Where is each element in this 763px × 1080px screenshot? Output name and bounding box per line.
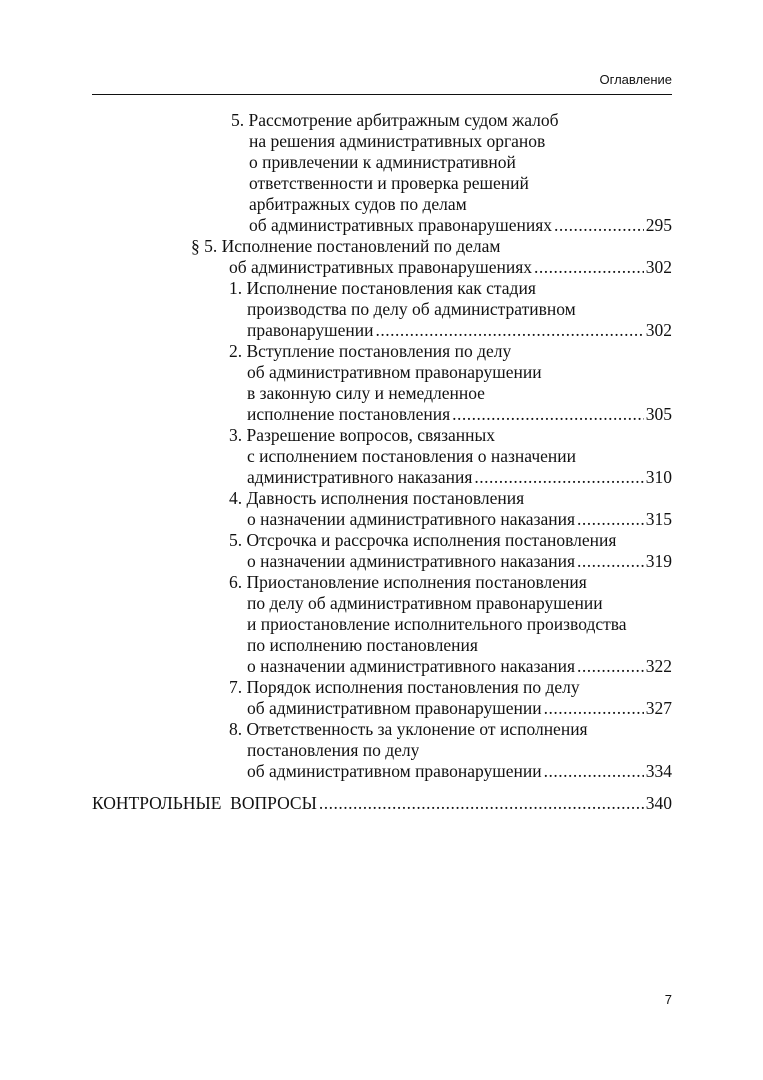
toc-entry-line: об административных правонарушениях	[249, 215, 553, 235]
toc-entry-line: исполнение постановления	[247, 404, 451, 424]
toc-page-number: 310	[645, 467, 672, 487]
toc-entry-line: о привлечении к административной	[249, 152, 516, 172]
dot-leader	[544, 760, 644, 782]
toc-entry-last-line	[92, 792, 672, 814]
toc-page-number: 322	[645, 656, 672, 676]
toc-entry-line: ответственности и проверка решений	[249, 173, 529, 193]
toc-page-number: 315	[645, 509, 672, 529]
toc-entry-line: с исполнением постановления о назначении	[247, 446, 576, 466]
toc-page-number: 327	[645, 698, 672, 718]
toc-entry-line: правонарушении	[247, 320, 374, 340]
running-header: Оглавление	[599, 72, 672, 87]
toc-entry-last-line	[247, 550, 672, 572]
toc-entry-line: 3. Разрешение вопросов, связанных	[229, 425, 496, 445]
toc-entry-line: 2. Вступление постановления по делу	[229, 341, 512, 361]
toc-entry-last-line	[229, 256, 672, 278]
toc-entry-last-line	[247, 466, 672, 488]
toc-entry-line: по делу об административном правонарушении	[247, 593, 603, 613]
dot-leader	[474, 466, 643, 488]
dot-leader	[534, 256, 644, 278]
page-number: 7	[664, 992, 672, 1007]
toc-page-number: 295	[645, 215, 672, 235]
toc-page-number: 302	[645, 320, 672, 340]
toc-entry-line: об административном правонарушении	[247, 362, 542, 382]
toc-page-number: 319	[645, 551, 672, 571]
toc-entry-line: об административном правонарушении	[247, 761, 542, 781]
toc-entry-line: в законную силу и немедленное	[247, 383, 485, 403]
toc-page-number: 302	[645, 257, 672, 277]
dot-leader	[376, 319, 644, 341]
dot-leader	[319, 792, 644, 814]
dot-leader	[577, 550, 644, 572]
toc-entry-line: о назначении административного наказания	[247, 509, 576, 529]
toc-entry-line: на решения административных органов	[249, 131, 546, 151]
toc-entry-line: постановления по делу	[247, 740, 420, 760]
toc-entry-line: КОНТРОЛЬНЫЕ ВОПРОСЫ	[92, 793, 317, 813]
toc-entry-line: о назначении административного наказания	[247, 551, 576, 571]
toc-entry-line: 5. Рассмотрение арбитражным судом жалоб	[231, 110, 559, 130]
toc-entry-line: административного наказания	[247, 467, 473, 487]
toc-entry-last-line	[247, 508, 672, 530]
toc-entry-line: производства по делу об административном	[247, 299, 576, 319]
dot-leader	[544, 697, 644, 719]
toc-entry-line: об административном правонарушении	[247, 698, 542, 718]
toc-entry-line: 1. Исполнение постановления как стадия	[229, 278, 536, 298]
toc-entry-line: § 5. Исполнение постановлений по делам	[191, 236, 501, 256]
dot-leader	[577, 508, 644, 530]
toc-entry-last-line	[247, 760, 672, 782]
toc-entry-line: арбитражных судов по делам	[249, 194, 467, 214]
toc-entry-last-line	[247, 655, 672, 677]
toc-page-number: 334	[645, 761, 672, 781]
dot-leader	[554, 214, 644, 236]
toc-entry-last-line	[247, 319, 672, 341]
dot-leader	[452, 403, 644, 425]
dot-leader	[577, 655, 644, 677]
toc-page-number: 305	[645, 404, 672, 424]
toc-entry-line: и приостановление исполнительного производства	[247, 614, 627, 634]
toc-entry-line: 5. Отсрочка и рассрочка исполнения постановления	[229, 530, 617, 550]
toc-entry-line: 4. Давность исполнения постановления	[229, 488, 525, 508]
toc-entry-line: по исполнению постановления	[247, 635, 478, 655]
toc-entry-line: 6. Приостановление исполнения постановления	[229, 572, 587, 592]
header-rule	[92, 94, 672, 95]
toc-entry-last-line	[247, 403, 672, 425]
toc-entry-last-line	[249, 214, 672, 236]
toc-entry-last-line	[247, 697, 672, 719]
toc-entry-line: об административных правонарушениях	[229, 257, 533, 277]
toc-entry-line: 7. Порядок исполнения постановления по делу	[229, 677, 580, 697]
toc-entry-line: 8. Ответственность за уклонение от исполнения	[229, 719, 588, 739]
toc-entry-line: о назначении административного наказания	[247, 656, 576, 676]
toc-page-number: 340	[645, 793, 672, 813]
